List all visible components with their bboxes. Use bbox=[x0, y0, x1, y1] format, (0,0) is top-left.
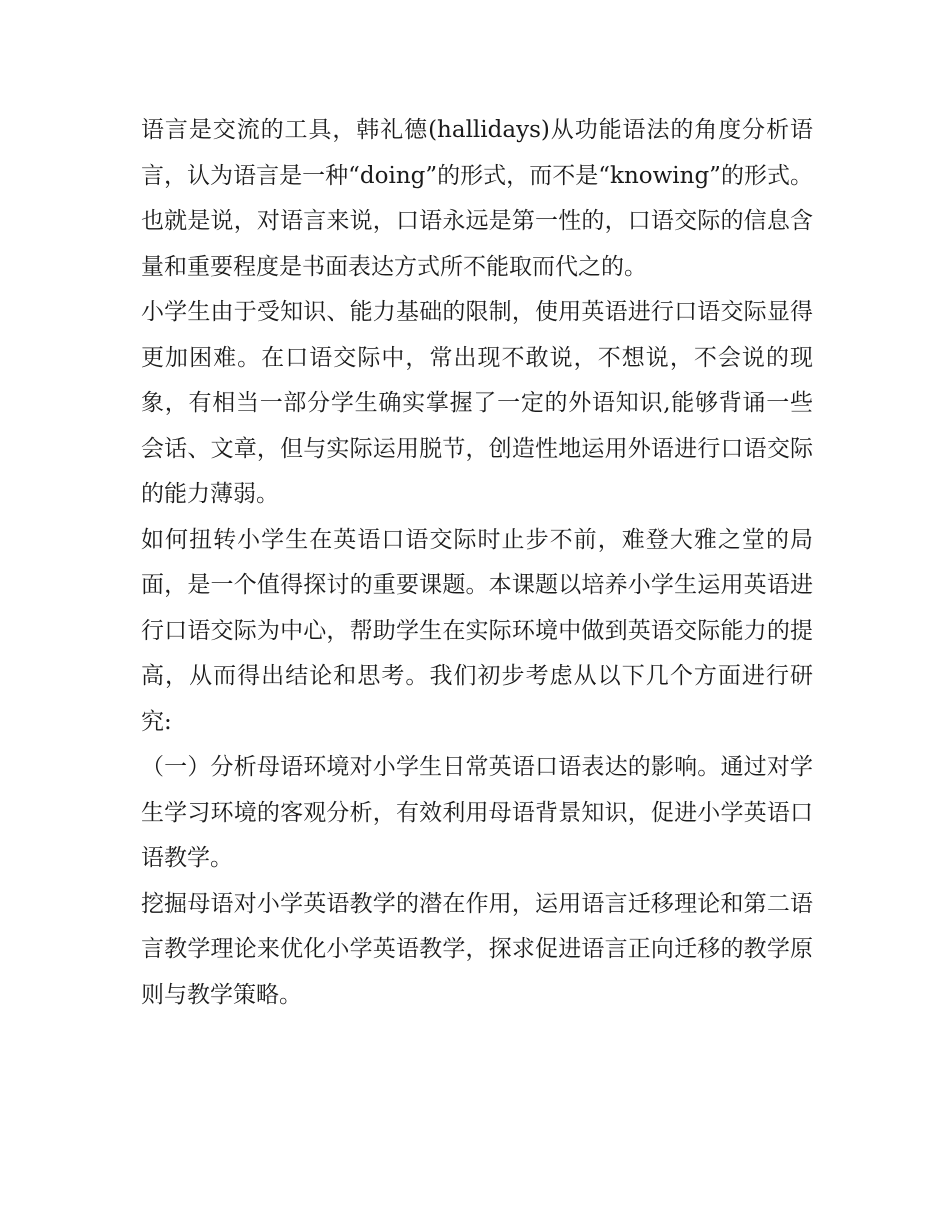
paragraph-research-topic: 如何扭转小学生在英语口语交际时止步不前，难登大雅之堂的局面，是一个值得探讨的重要课题。本课题以培养小学生运用英语进行口语交际为中心，帮助学生在实际环境中做到英语交际能力的提高，从而得出结论和思考。我们初步考虑从以下几个方面进行研究: bbox=[141, 526, 813, 735]
document-body bbox=[141, 108, 813, 1018]
paragraph-transfer-theory: 挖掘母语对小学英语教学的潜在作用，运用语言迁移理论和第二语言教学理论来优化小学英语教学，探求促进语言正向迁移的教学原则与教学策略。 bbox=[141, 890, 813, 1008]
paragraph-mother-tongue-analysis: （一）分析母语环境对小学生日常英语口语表达的影响。通过对学生学习环境的客观分析，有效利用母语背景知识，促进小学英语口语教学。 bbox=[141, 754, 813, 871]
paragraph-primary-students-difficulty: 小学生由于受知识、能力基础的限制，使用英语进行口语交际显得更加困难。在口语交际中，常出现不敢说，不想说，不会说的现象，有相当一部分学生确实掌握了一定的外语知识,能够背诵一些会话、文章，但与实际运用脱节，创造性地运用外语进行口语交际的能力薄弱。 bbox=[141, 299, 813, 507]
paragraph-hallidays-language-function: 语言是交流的工具，韩礼德(hallidays)从功能语法的角度分析语言，认为语言是一种“doing”的形式，而不是“knowing”的形式。也就是说，对语言来说，口语永远是第一性的，口语交际的信息含量和重要程度是书面表达方式所不能取而代之的。 bbox=[141, 117, 813, 280]
